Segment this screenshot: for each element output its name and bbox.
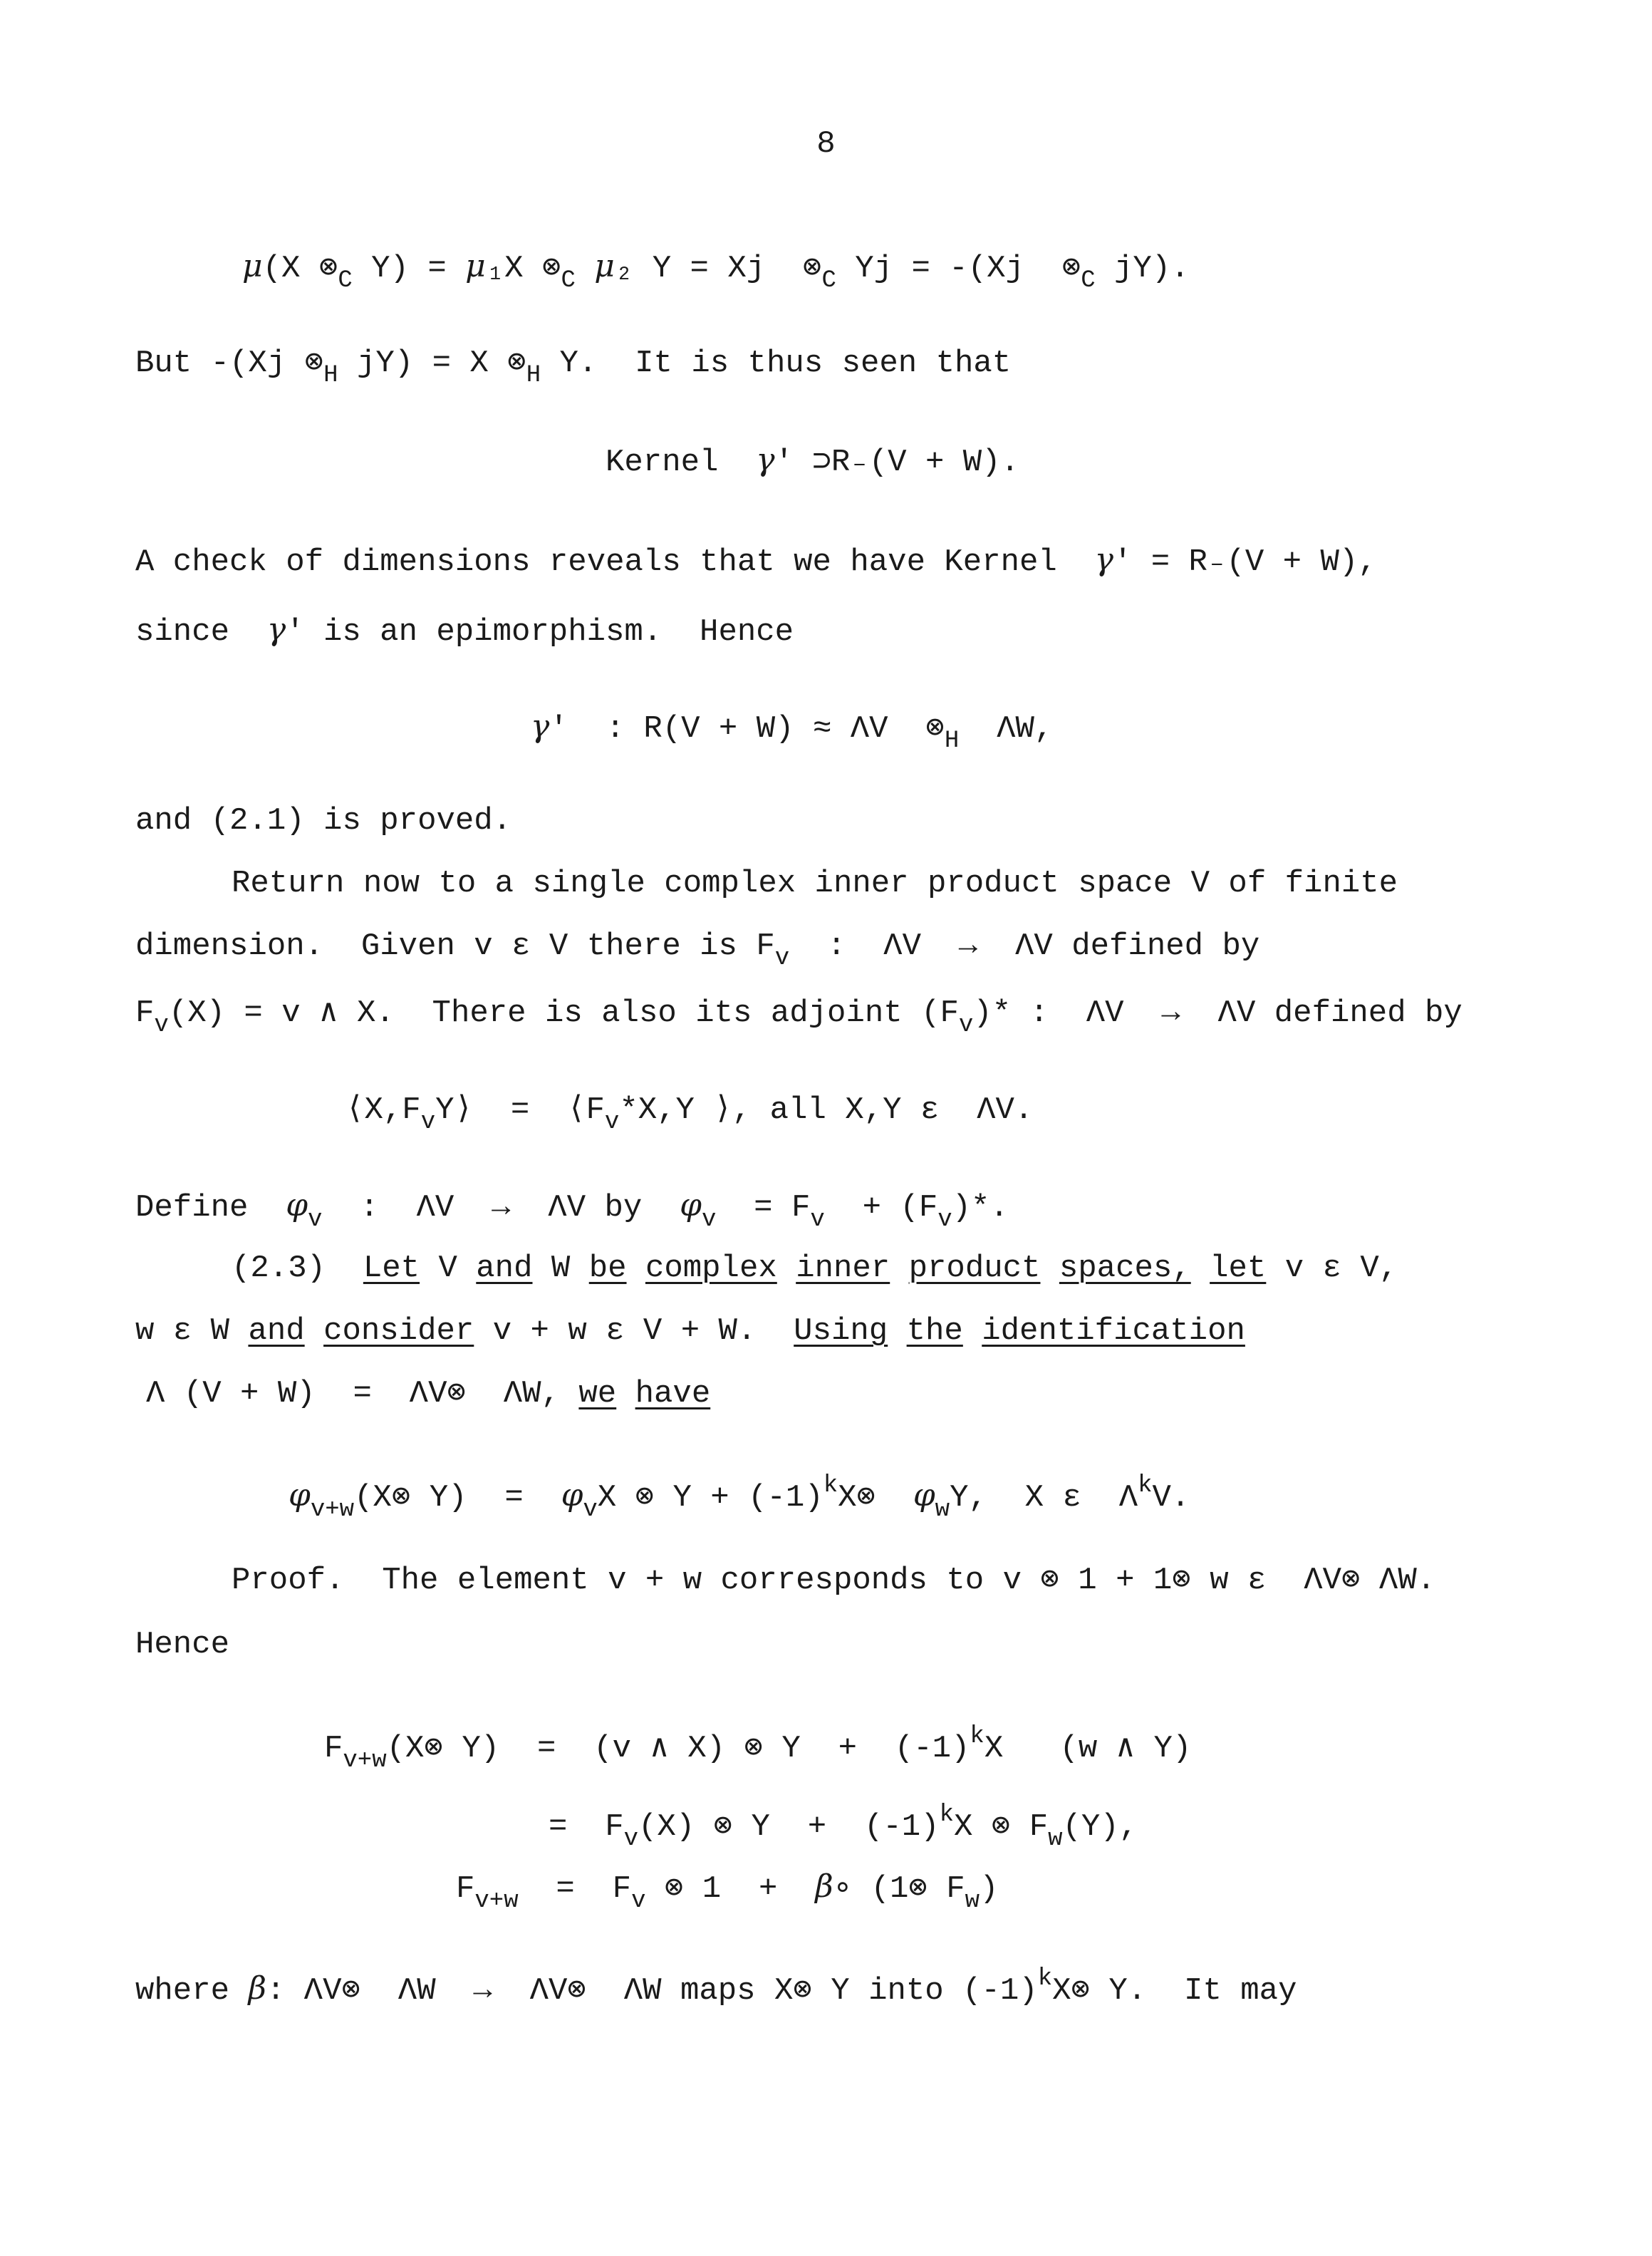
text-line-but: But -(Xj $\otimes_H$ jY) = X $\otimes_H$ Y. It is thus seen that [135, 346, 1012, 389]
text-line-return: Return now to a single complex inner product space V of finite [232, 866, 1398, 901]
text-line-hence: Hence [135, 1627, 230, 1662]
text-line-dimension: dimension. Given v ε V there is $F_v$ : ΛV → ΛV defined by [135, 928, 1260, 972]
equation-f-sum-1: $F_{v+w}(X\otimes$ Y) = (v ∧ X) ⊗ $Y + (-1)^kX$ (w ∧ Y) [324, 1723, 1192, 1774]
equation-mu: 𝜇(X $\otimes_C$ Y) = 𝜇₁X $\otimes_C$ 𝜇₂ Y = Xj $\otimes_C$ Yj = -(Xj $\otimes_C$ jY). [242, 248, 1190, 294]
equation-isomorphism: γ' : R(V + W) ≈ ΛV $\otimes_H$ ΛW, [531, 708, 1054, 755]
page-number: 8 [816, 126, 836, 162]
text-line-check: A check of dimensions reveals that we have Kernel γ' = R₋(V + W), [135, 542, 1377, 580]
equation-f-sum-3: $F_{v+w} = F_v$ ⊗ 1 + β∘ (1⊗ $F_w$) [456, 1868, 999, 1915]
text-line-where: where β: ΛV⊗ ΛW → ΛV⊗ ΛW maps X⊗ Y into $(-1)^kX\otimes$ Y. It may [135, 1965, 1297, 2009]
text-line-since: since γ' is an epimorphism. Hence [135, 611, 794, 650]
text-line-proof: Proof. The element v + w corresponds to v ⊗ 1 + 1⊗ w ε ΛV⊗ ΛW. [232, 1563, 1436, 1598]
theorem-2-3-line2: w ε W and consider v + w ε V + W. Using the identification [135, 1313, 1245, 1349]
equation-f-sum-2: = $F_v(X)$ ⊗ $Y + (-1)^kX$ ⊗ $F_w(Y)$, [549, 1801, 1138, 1853]
equation-inner-product: $⟨X,F_vY⟩$ = $⟨F_v*X,Y$ ⟩, all X,Y ε ΛV. [346, 1092, 1034, 1136]
theorem-2-3-line3: Λ (V + W) = ΛV⊗ ΛW, we have [146, 1376, 711, 1412]
text-line-adjoint: $F_v(X) = v$ ∧ X. There is also its adjoint $(F_v)*$ : ΛV → ΛV defined by [135, 995, 1463, 1039]
text-line-proved: and (2.1) is proved. [135, 803, 512, 839]
equation-kernel: Kernel γ' ⊃R₋(V + W). [606, 442, 1019, 480]
theorem-2-3-line1: (2.3) Let V and W be complex inner product spaces, let v ε V, [232, 1251, 1398, 1286]
equation-phi-sum: $\varphi_{v+w}(X\otimes$ $Y) = \varphi_vX$ ⊗ $Y + (-1)^kX\otimes$ $\varphi_wY$, X ε $\Lambda^kV$. [289, 1472, 1190, 1523]
text-line-define: Define $\varphi_v$ : ΛV → ΛV by $\varphi_v = F_v + (F_v)*$. [135, 1187, 1009, 1233]
